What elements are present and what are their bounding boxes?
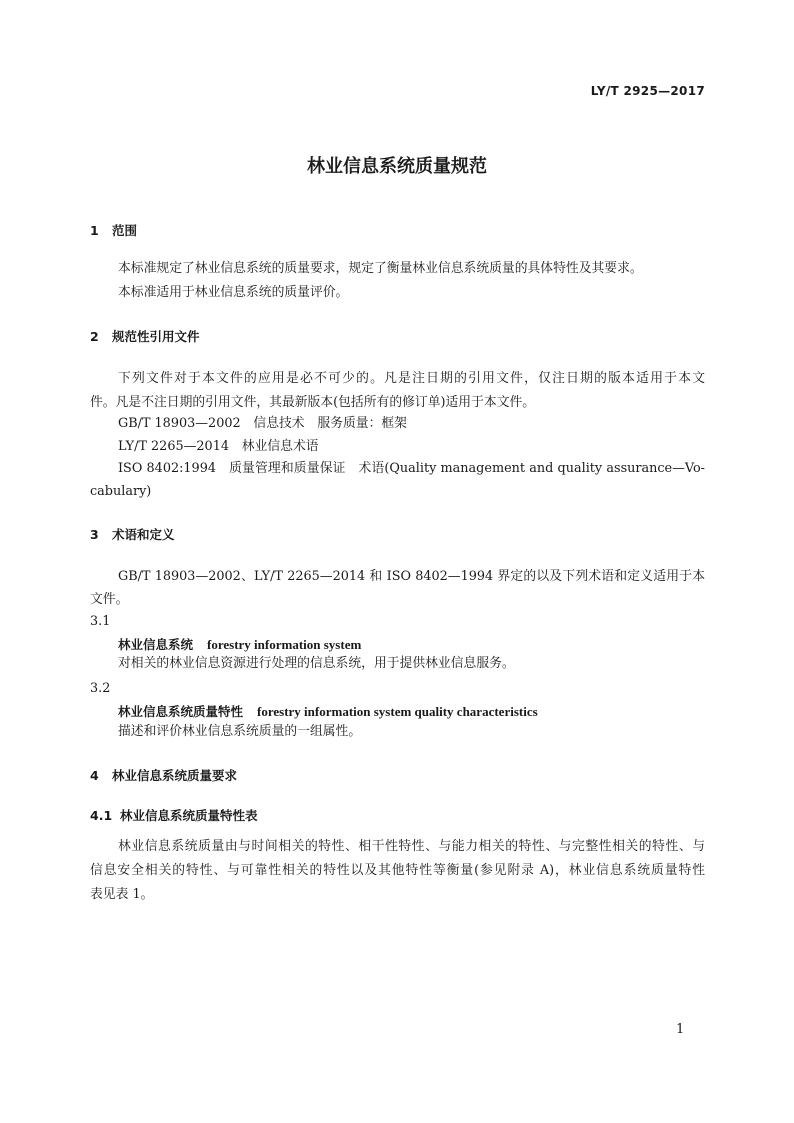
- paragraph: 下列文件对于本文件的应用是必不可少的。凡是注日期的引用文件，仅注日期的版本适用于本文: [118, 371, 705, 386]
- section-1-heading: [90, 221, 137, 239]
- paragraph: 表见表 1。: [90, 887, 154, 902]
- term-chinese: 林业信息系统质量特性: [118, 704, 244, 719]
- section-title: 术语和定义: [112, 527, 175, 542]
- term-heading: [118, 635, 361, 653]
- section-number: 2: [90, 329, 99, 344]
- term-heading: [118, 702, 538, 720]
- document-title: 林业信息系统质量规范: [307, 156, 487, 177]
- page-number: 1: [676, 1022, 685, 1037]
- paragraph: 林业信息系统质量由与时间相关的特性、相干性特性、与能力相关的特性、与完整性相关的特性、与: [118, 839, 705, 854]
- subsection-title: 林业信息系统质量特性表: [120, 808, 258, 823]
- section-3-heading: [90, 525, 175, 543]
- section-number: 4: [90, 768, 99, 783]
- section-4-heading: [90, 766, 237, 784]
- term-english: forestry information system: [207, 637, 362, 652]
- reference-item: ISO 8402:1994 质量管理和质量保证 术语(Quality management and quality assurance—Vo-: [118, 461, 705, 476]
- section-title: 林业信息系统质量要求: [112, 768, 238, 783]
- reference-item-continued: cabulary): [90, 484, 152, 499]
- reference-item: LY/T 2265—2014 林业信息术语: [118, 439, 319, 454]
- paragraph: 件。凡是不注日期的引用文件，其最新版本(包括所有的修订单)适用于本文件。: [90, 395, 536, 410]
- term-number: 3.2: [90, 681, 111, 696]
- paragraph: GB/T 18903—2002、LY/T 2265—2014 和 ISO 8402—1994 界定的以及下列术语和定义适用于本: [118, 569, 705, 584]
- section-number: 3: [90, 527, 99, 542]
- term-chinese: 林业信息系统: [118, 637, 194, 652]
- term-definition: 对相关的林业信息资源进行处理的信息系统，用于提供林业信息服务。: [118, 656, 515, 671]
- section-title: 范围: [112, 223, 138, 238]
- standard-code: LY/T 2925—2017: [590, 84, 705, 98]
- subsection-4-1-heading: [90, 806, 258, 824]
- section-title: 规范性引用文件: [112, 329, 200, 344]
- term-number: 3.1: [90, 614, 111, 629]
- paragraph: 信息安全相关的特性、与可靠性相关的特性以及其他特性等衡量(参见附录 A)，林业信息系统质量特性: [90, 863, 705, 878]
- reference-item: GB/T 18903—2002 信息技术 服务质量：框架: [118, 416, 407, 431]
- paragraph: 本标准适用于林业信息系统的质量评价。: [118, 285, 349, 300]
- paragraph: 本标准规定了林业信息系统的质量要求，规定了衡量林业信息系统质量的具体特性及其要求。: [118, 261, 643, 276]
- term-english: forestry information system quality characteristics: [257, 704, 538, 719]
- subsection-number: 4.1: [90, 808, 113, 823]
- section-2-heading: [90, 327, 200, 345]
- term-definition: 描述和评价林业信息系统质量的一组属性。: [118, 724, 362, 739]
- paragraph: 文件。: [90, 592, 129, 607]
- section-number: 1: [90, 223, 99, 238]
